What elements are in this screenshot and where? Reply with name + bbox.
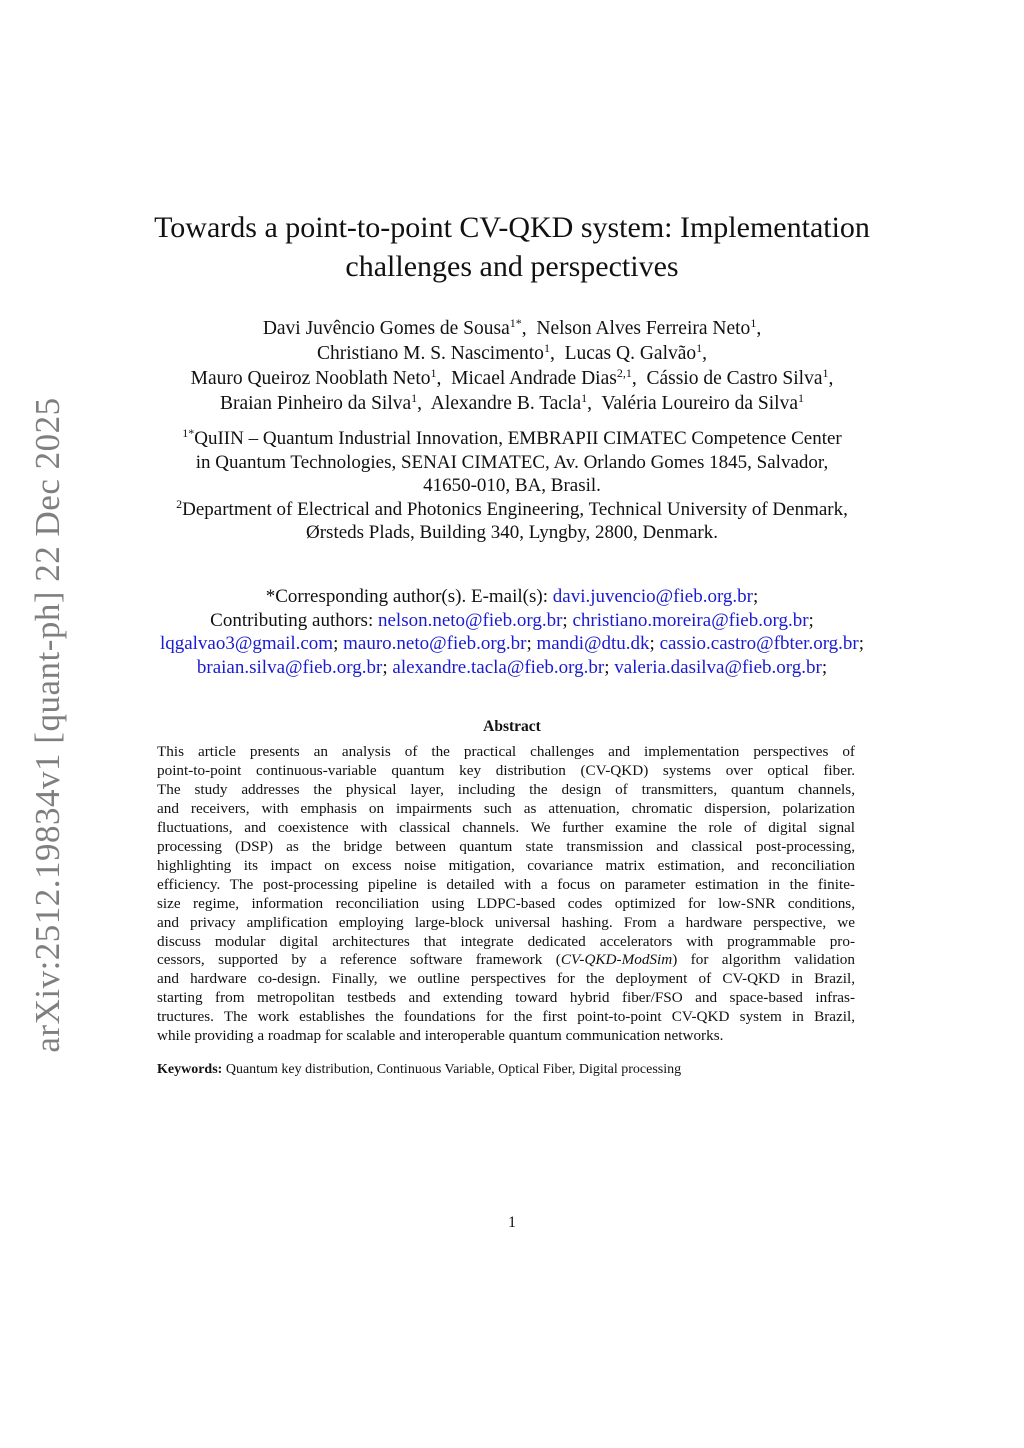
author: Braian Pinheiro da Silva$^1$ — [219, 391, 418, 414]
author-line-4: Braian Pinheiro da Silva$^1$, Alexandre B. Tacla$^1$, Valéria Loureiro da Silva$^1$ — [219, 391, 804, 414]
author: Mauro Queiroz Nooblath Neto$^1$ — [190, 366, 437, 389]
abstract-line: while providing a roadmap for scalable and interoperable quantum communication networks. — [157, 1027, 724, 1045]
abstract-line: size regime, information reconciliation using LDPC-based codes optimized for low-SNR conditions, — [157, 894, 855, 912]
email-line-4: braian.silva@fieb.org.br; alexandre.tacla@fieb.org.br; valeria.dasilva@fieb.org.br; — [196, 656, 828, 678]
author: Alexandre B. Tacla$^1$ — [430, 391, 588, 414]
abstract-line: efficiency. The post-processing pipeline is detailed with a focus on parameter estimation in the finite- — [157, 875, 855, 893]
title-line-1: Towards a point-to-point CV-QKD system: Implementation — [154, 211, 870, 244]
keywords — [157, 1061, 855, 1079]
email-line-3: lqgalvao3@gmail.com; mauro.neto@fieb.org.br; mandi@dtu.dk; cassio.castro@fbter.org.br; — [159, 633, 865, 654]
email-link[interactable]: valeria.dasilva@fieb.org.br — [614, 656, 822, 678]
affiliation-2-line-1: $^2$Department of Electrical and Photonics Engineering, Technical University of Denmark, — [176, 496, 848, 520]
email-link[interactable]: davi.juvencio@fieb.org.br — [552, 586, 753, 607]
abstract-line: fluctuations, and coexistence with classical channels. We further examine the role of digital signal — [157, 818, 855, 836]
abstract-line: point-to-point continuous-variable quantum key distribution (CV-QKD) systems over optical fiber. — [157, 761, 855, 779]
abstract-line: The study addresses the physical layer, including the design of transmitters, quantum channels, — [157, 780, 855, 798]
abstract-body — [157, 743, 855, 1046]
email-link[interactable]: cassio.castro@fbter.org.br — [659, 633, 859, 654]
email-link[interactable]: mauro.neto@fieb.org.br — [343, 633, 527, 654]
keywords-label: Keywords: — [157, 1062, 223, 1077]
email-link[interactable]: nelson.neto@fieb.org.br — [377, 609, 563, 631]
author: Nelson Alves Ferreira Neto$^1$ — [536, 316, 757, 339]
arxiv-identifier: arXiv:2512.19834v1 [quant-ph] 22 Dec 2025 — [28, 397, 67, 1053]
abstract-line: and hardware co-design. Finally, we outline perspectives for the deployment of CV-QKD in Brazil, — [157, 970, 855, 988]
abstract-line: highlighting its impact on excess noise mitigation, covariance matrix estimation, and reconciliation — [157, 856, 855, 874]
abstract-line: tructures. The work establishes the foundations for the first point-to-point CV-QKD system in Brazil, — [157, 1008, 855, 1026]
author: Cássio de Castro Silva$^1$ — [646, 366, 829, 389]
email-link[interactable]: lqgalvao3@gmail.com — [159, 633, 334, 654]
corresponding-line: *Corresponding author(s). E-mail(s): davi.juvencio@fieb.org.br; — [265, 586, 759, 607]
author-line-1: Davi Juvêncio Gomes de Sousa$^{1*}$, Nelson Alves Ferreira Neto$^1$, — [262, 316, 762, 339]
author-list — [112, 316, 912, 416]
email-link[interactable]: braian.silva@fieb.org.br — [196, 656, 383, 678]
keywords-text: Quantum key distribution, Continuous Variable, Optical Fiber, Digital processing — [222, 1062, 682, 1077]
abstract-heading: Abstract — [483, 718, 541, 735]
affiliations — [112, 427, 912, 545]
abstract-line: processing (DSP) as the bridge between quantum state transmission and classical post-processing, — [157, 837, 855, 855]
abstract-line: and receivers, with emphasis on impairments such as attenuation, chromatic dispersion, polarization — [157, 799, 855, 817]
affiliation-2-line-2: Ørsteds Plads, Building 340, Lyngby, 2800, Denmark. — [306, 522, 718, 543]
author: Valéria Loureiro da Silva$^1$ — [601, 391, 804, 414]
abstract-line: This article presents an analysis of the practical challenges and implementation perspectives of — [157, 743, 855, 760]
title-line-2: challenges and perspectives — [345, 250, 679, 283]
author-line-2: Christiano M. S. Nascimento$^1$, Lucas Q. Galvão$^1$, — [316, 341, 708, 364]
abstract-line: and privacy amplification employing large-block universal hashing. From a hardware perspective, we — [157, 913, 855, 931]
abstract-line: discuss modular digital architectures that integrate dedicated accelerators with programmable pro- — [157, 932, 855, 950]
abstract-line: cessors, supported by a reference software framework (CV-QKD-ModSim) for algorithm validation — [157, 951, 855, 969]
author: Christiano M. S. Nascimento$^1$ — [316, 341, 550, 364]
affiliation-1-line-3: 41650-010, BA, Brasil. — [423, 475, 601, 496]
author: Lucas Q. Galvão$^1$ — [564, 341, 703, 364]
affiliation-1-line-2: in Quantum Technologies, SENAI CIMATEC, Av. Orlando Gomes 1845, Salvador, — [195, 451, 829, 473]
email-link[interactable]: christiano.moreira@fieb.org.br — [572, 609, 809, 631]
author: Davi Juvêncio Gomes de Sousa$^{1*}$ — [262, 316, 522, 339]
paper-title — [112, 208, 912, 286]
author-line-3: Mauro Queiroz Nooblath Neto$^1$, Micael Andrade Dias$^{2,1}$, Cássio de Castro Silva$^1$, — [190, 366, 834, 389]
abstract-line: starting from metropolitan testbeds and extending toward hybrid fiber/FSO and space-based infras- — [157, 989, 855, 1007]
contact-emails — [112, 585, 912, 679]
author: Micael Andrade Dias$^{2,1}$ — [451, 366, 632, 389]
email-link[interactable]: alexandre.tacla@fieb.org.br — [392, 656, 605, 678]
page-number: 1 — [508, 1214, 516, 1231]
email-link[interactable]: mandi@dtu.dk — [536, 633, 650, 654]
contributing-line: Contributing authors: nelson.neto@fieb.org.br; christiano.moreira@fieb.org.br; — [210, 609, 814, 631]
software-name: CV-QKD-ModSim — [560, 951, 673, 969]
affiliation-1-line-1: $^{1*}$QuIIN – Quantum Industrial Innovation, EMBRAPII CIMATEC Competence Center — [182, 426, 842, 449]
